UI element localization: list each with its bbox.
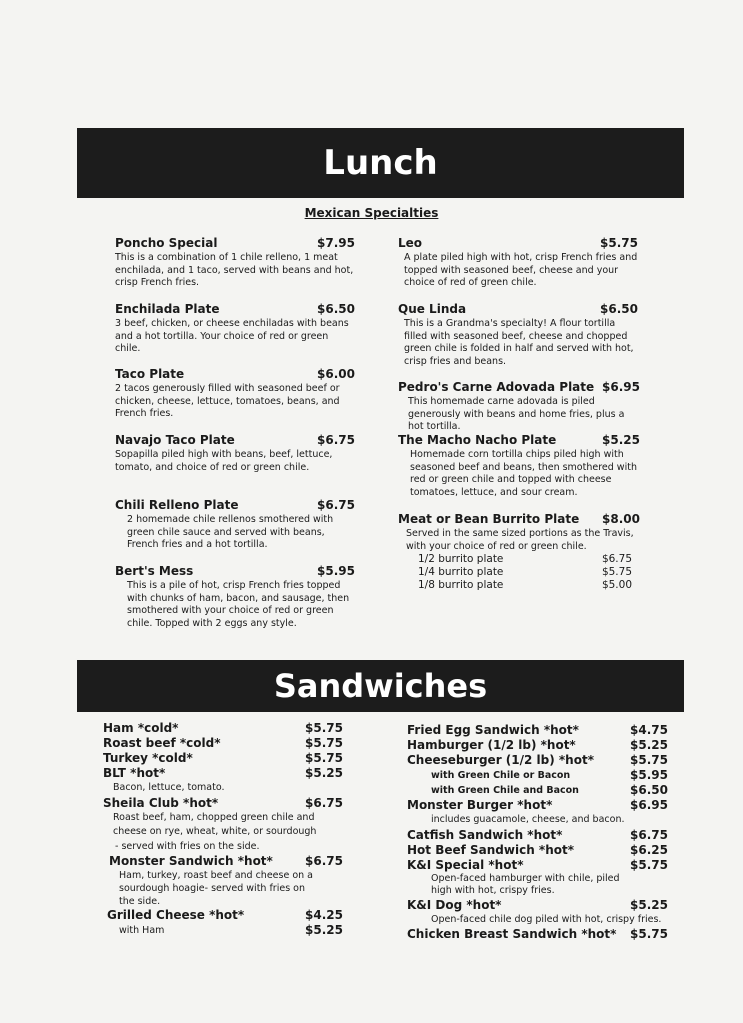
item-name: Poncho Special — [115, 236, 218, 250]
item-price: $7.95 — [317, 236, 355, 250]
size-price: $5.00 — [601, 579, 632, 591]
item-name: Sheila Club *hot* — [103, 795, 219, 810]
lunch-banner — [77, 128, 684, 198]
sandwiches-banner — [77, 660, 684, 712]
item-price: $5.25 — [305, 923, 343, 937]
item-name: BLT *hot* — [103, 766, 166, 780]
size-price: $5.75 — [601, 566, 632, 578]
item-note: Bacon, lettuce, tomato. — [113, 782, 225, 793]
item-price: $5.95 — [317, 564, 355, 578]
item-name: Grilled Cheese *hot* — [107, 908, 245, 922]
menu-item — [407, 753, 668, 768]
item-price: $5.25 — [630, 738, 668, 752]
item-price: $5.75 — [305, 721, 343, 735]
menu-item — [103, 766, 343, 781]
item-description: 3 beef, chicken, or cheese enchiladas with beans and a hot tortilla. Your choice of red or green chile. — [115, 318, 349, 354]
burrito-size-row — [418, 579, 632, 592]
sandwiches-title: Sandwiches — [273, 667, 488, 705]
item-name: The Macho Nacho Plate — [398, 433, 557, 447]
item-price: $5.75 — [630, 857, 668, 872]
menu-item — [115, 302, 355, 356]
menu-item — [103, 751, 343, 766]
item-price: $5.95 — [630, 768, 668, 782]
menu-item — [398, 512, 640, 592]
item-price: $5.25 — [630, 897, 668, 912]
item-name: Hot Beef Sandwich *hot* — [407, 842, 575, 857]
menu-item — [407, 828, 668, 843]
item-note: with Green Chile or Bacon — [431, 770, 571, 781]
item-name: Ham *cold* — [103, 721, 179, 735]
menu-item — [407, 843, 668, 858]
menu-item — [115, 564, 355, 630]
item-description: Homemade corn tortilla chips piled high with seasoned beef and beans, then smothered with red or green chile and topped with cheese tomatoes, lettuce, and sour cream. — [410, 449, 637, 498]
menu-item — [398, 380, 640, 434]
item-name: Chicken Breast Sandwich *hot* — [407, 927, 617, 941]
item-note: Ham, turkey, roast beef and cheese on a sourdough hoagie- served with fries on the side. — [119, 870, 314, 907]
item-name: Monster Burger *hot* — [407, 798, 553, 812]
item-price: $5.75 — [600, 236, 638, 250]
menu-item — [407, 927, 668, 942]
menu-item — [431, 768, 668, 783]
item-note: with Ham — [119, 925, 165, 936]
item-name: Navajo Taco Plate — [115, 433, 235, 447]
menu-item — [431, 783, 668, 798]
menu-item — [103, 736, 343, 751]
item-price: $5.75 — [630, 753, 668, 767]
item-description: 2 tacos generously filled with seasoned beef or chicken, cheese, lettuce, tomatoes, beans, and French fries. — [115, 383, 340, 419]
menu-item — [407, 723, 668, 738]
item-name: Enchilada Plate — [115, 302, 220, 316]
item-price: $5.75 — [630, 927, 668, 941]
item-price: $6.00 — [317, 367, 355, 381]
item-name: Pedro's Carne Adovada Plate — [398, 380, 595, 394]
item-note: includes guacamole, cheese, and bacon. — [431, 814, 625, 825]
menu-item — [109, 854, 343, 869]
item-note: cheese on rye, wheat, white, or sourdough — [113, 826, 317, 837]
size-label: 1/2 burrito plate — [418, 553, 504, 565]
menu-item — [103, 796, 343, 811]
item-name: Bert's Mess — [115, 564, 194, 578]
menu-item — [398, 433, 640, 499]
menu-item — [407, 898, 668, 913]
item-price: $6.95 — [630, 798, 668, 812]
item-name: Meat or Bean Burrito Plate — [398, 512, 580, 526]
item-name: Chili Relleno Plate — [115, 498, 239, 512]
lunch-title: Lunch — [323, 143, 438, 183]
item-description: This is a combination of 1 chile relleno, 1 meat enchilada, and 1 taco, served with beans and hot, crisp French fries. — [115, 252, 354, 288]
item-price: $5.25 — [602, 433, 640, 447]
menu-item — [398, 302, 638, 368]
item-note: with Green Chile and Bacon — [431, 785, 579, 796]
item-price: $6.95 — [602, 380, 640, 394]
size-label: 1/8 burrito plate — [418, 579, 504, 591]
item-note: Roast beef, ham, chopped green chile and — [113, 811, 315, 823]
size-price: $6.75 — [601, 553, 632, 565]
item-price: $6.75 — [630, 827, 668, 842]
menu-item — [407, 858, 668, 873]
item-price: $6.75 — [305, 795, 343, 810]
item-price: $6.75 — [305, 854, 343, 868]
burrito-size-row — [418, 553, 632, 566]
item-description: 2 homemade chile rellenos smothered with green chile sauce and served with beans, French fries and a hot tortilla. — [127, 514, 334, 550]
item-price: $6.50 — [317, 302, 355, 316]
item-price: $6.50 — [600, 302, 638, 316]
item-name: K&I Dog *hot* — [407, 897, 502, 912]
item-name: Roast beef *cold* — [103, 736, 221, 750]
burrito-size-row — [418, 566, 632, 579]
item-description: Served in the same sized portions as the Travis, with your choice of red or green chile. — [406, 528, 634, 552]
item-description: This homemade carne adovada is piled generously with beans and home fries, plus a hot tortilla. — [408, 396, 625, 432]
item-name: Cheeseburger (1/2 lb) *hot* — [407, 753, 594, 767]
item-name: Catfish Sandwich *hot* — [407, 827, 563, 842]
item-note: - served with fries on the side. — [115, 840, 260, 852]
item-name: Que Linda — [398, 302, 467, 316]
item-price: $4.75 — [630, 723, 668, 737]
menu-item — [407, 798, 668, 813]
item-price: $6.25 — [630, 842, 668, 857]
item-name: Fried Egg Sandwich *hot* — [407, 723, 579, 737]
item-description: This is a pile of hot, crisp French fries topped with chunks of ham, bacon, and sausage, then smothered with your choice of red or green chile. Topped with 2 eggs any style. — [127, 580, 350, 629]
menu-item — [115, 498, 355, 552]
menu-item — [398, 236, 638, 290]
item-description: A plate piled high with hot, crisp French fries and topped with seasoned beef, cheese and your choice of red of green chile. — [404, 252, 638, 288]
sandwiches-right-column — [407, 723, 668, 942]
item-price: $5.75 — [305, 736, 343, 750]
mexican-specialties-heading: Mexican Specialties — [304, 206, 439, 220]
item-price: $6.75 — [317, 498, 355, 512]
item-name: K&I Special *hot* — [407, 857, 524, 872]
item-name: Turkey *cold* — [103, 751, 193, 765]
item-name: Monster Sandwich *hot* — [109, 854, 273, 868]
item-price: $4.25 — [305, 908, 343, 922]
item-note: Open-faced hamburger with chile, piled high with hot, crispy fries. — [431, 872, 620, 896]
burrito-sizes — [418, 553, 640, 592]
item-price: $5.75 — [305, 751, 343, 765]
item-description: Sopapilla piled high with beans, beef, lettuce, tomato, and choice of red or green chile. — [115, 449, 333, 473]
size-label: 1/4 burrito plate — [418, 566, 504, 578]
item-note: Open-faced chile dog piled with hot, crispy fries. — [431, 913, 662, 925]
menu-item — [115, 367, 355, 421]
menu-item — [115, 433, 355, 474]
menu-item — [407, 738, 668, 753]
menu-item — [115, 236, 355, 290]
item-price: $6.50 — [630, 783, 668, 797]
menu-item — [119, 923, 343, 938]
item-name: Taco Plate — [115, 367, 185, 381]
item-name: Leo — [398, 236, 423, 250]
item-description: This is a Grandma's specialty! A flour tortilla filled with seasoned beef, cheese and chopped green chile is folded in half and served with hot, crisp fries and beans. — [404, 318, 634, 367]
item-price: $6.75 — [317, 433, 355, 447]
menu-item — [107, 908, 343, 923]
item-name: Hamburger (1/2 lb) *hot* — [407, 738, 576, 752]
menu-item — [103, 721, 343, 736]
item-price: $5.25 — [305, 766, 343, 780]
sandwiches-left-column — [103, 721, 343, 938]
item-price: $8.00 — [602, 512, 640, 526]
